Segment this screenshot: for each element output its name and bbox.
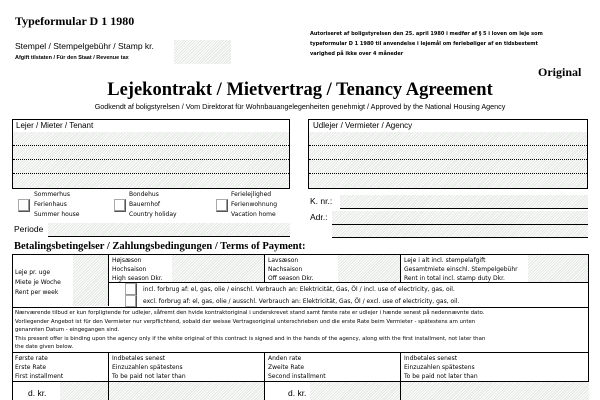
installment-text: Anden rate	[268, 355, 302, 362]
high-season-text: High season Dkr.	[112, 275, 163, 282]
tenant-label: Lejer / Mieter / Tenant	[16, 121, 94, 130]
knr-field[interactable]	[340, 195, 588, 209]
total-rent-text: Leje i alt incl. stempelafgift	[404, 257, 486, 264]
incl-utilities-label: incl. forbrug af: el, gas, olie / einschl. Verbrauch an: Elektricität, Gas, Öl / incl. use of electricity, gas, oil.	[143, 286, 455, 293]
rent-week-text: Rent per week	[15, 289, 59, 296]
agency-line-1[interactable]	[309, 132, 587, 146]
first-due-label	[112, 354, 186, 381]
adr-label: Adr.:	[310, 212, 328, 222]
adr-field-2[interactable]	[332, 225, 588, 238]
checkbox-country-holiday[interactable]	[114, 199, 126, 212]
agency-box	[308, 119, 588, 189]
tenant-line-2[interactable]	[13, 146, 289, 160]
first-installment-label	[15, 354, 63, 381]
divider	[108, 282, 589, 283]
terms-text	[15, 309, 585, 352]
stamp-label: Stempel / Stempelgebühr / Stamp kr.	[15, 41, 154, 51]
agency-line-3[interactable]	[309, 160, 587, 174]
second-amount-field[interactable]	[310, 382, 400, 400]
property-type-country-holiday	[129, 190, 177, 220]
divider	[400, 254, 401, 283]
installment-text: Zweite Rate	[268, 364, 305, 371]
installment-text: Erste Rate	[15, 364, 47, 371]
agency-label: Udlejer / Vermieter / Agency	[313, 121, 413, 130]
tenant-box	[12, 119, 290, 189]
period-label: Periode	[14, 224, 44, 234]
agency-line-2[interactable]	[309, 146, 587, 160]
terms-line: Nærværende tilbud er kun forpligtende for udlejer, såfremt den hvide kontraktoriginal i underskrevet stand samt første rate er udlejer i hænde senest på nedennævnte dato.	[15, 310, 485, 316]
authorization-line: typeformular D 1 1980 til anvendelse i lejemål om feriebøliger af en tidsbestemt	[310, 41, 538, 47]
low-season-field[interactable]	[338, 255, 400, 282]
page-title: Lejekontrakt / Mietvertrag / Tenancy Agreement	[107, 80, 493, 100]
divider	[264, 352, 265, 400]
low-season-text: Lavsæson	[268, 257, 299, 264]
property-type-summer-house	[34, 190, 79, 220]
first-amount-field[interactable]	[60, 382, 108, 400]
total-rent-field[interactable]	[528, 255, 588, 282]
property-type-label: Ferienwohnung	[231, 201, 278, 208]
property-type-label: Summer house	[34, 211, 80, 218]
first-due-date-field[interactable]	[109, 382, 264, 400]
authorization-text	[310, 32, 550, 57]
terms-line: genannten Datum - eingegangen sind.	[15, 327, 120, 333]
high-season-text: Højsæson	[112, 257, 142, 264]
rent-week-text: Leje pr. uge	[15, 269, 51, 276]
terms-line: the date given below.	[15, 344, 74, 350]
divider	[12, 352, 589, 353]
low-season-label	[268, 256, 314, 283]
property-type-label: Ferienhaus	[34, 201, 67, 208]
rent-week-text: Miete je Woche	[15, 279, 61, 286]
authorization-line: varighed på ikke over 4 måneder	[310, 51, 404, 57]
due-text: Einzuzahlen spätestens	[112, 364, 183, 371]
page-subtitle: Godkendt af boligstyrelsen / Vom Direktorat für Wohnbauangelegenheiten genehmigt / Approved by the National Housing Agency	[94, 102, 506, 111]
checkbox-summer-house[interactable]	[18, 199, 30, 212]
property-type-label: Sommerhus	[34, 191, 70, 198]
first-amount-label: d. kr.	[28, 388, 47, 398]
high-season-field[interactable]	[172, 255, 264, 282]
property-type-label: Ferielejlighed	[231, 191, 272, 198]
low-season-text: Off season Dkr.	[268, 275, 314, 282]
period-field[interactable]	[48, 223, 290, 237]
excl-utilities-label: excl. forbrug af: el, gas, olie / ausschl. Verbrauch an: Elektricität, Gas, Öl / excl. use of electricity, gas, oil.	[143, 298, 460, 305]
tenant-line-3[interactable]	[13, 160, 289, 174]
low-season-text: Nachsaison	[268, 266, 303, 273]
due-text: Indbetales senest	[404, 355, 458, 362]
terms-line: Vorliegender Angebot ist für den Vermieter nur verpflichtend, sobald der weisse Vertragsoriginal unterschrieben und die erste Rate beim Vermieter - spätestens am unten	[15, 318, 476, 325]
adr-field-1[interactable]	[332, 211, 588, 225]
due-text: To be paid not later than	[112, 373, 186, 380]
property-type-label: Bondehus	[129, 191, 159, 198]
second-installment-label	[268, 354, 326, 381]
second-due-label	[404, 354, 478, 381]
form-type-label: Typeformular D 1 1980	[15, 14, 135, 28]
total-rent-text: Rent in total incl. stamp duty Dkr.	[404, 275, 505, 282]
installment-text: First installment	[15, 373, 64, 380]
knr-label: K. nr.:	[310, 196, 333, 206]
second-due-date-field[interactable]	[401, 382, 589, 400]
tenant-line-1[interactable]	[13, 132, 289, 146]
property-type-label: Country holiday	[129, 211, 177, 218]
high-season-label	[112, 256, 163, 283]
due-text: Einzuzahlen spätestens	[404, 364, 475, 371]
total-rent-label	[404, 256, 518, 283]
property-type-label: Vacation home	[231, 211, 276, 218]
stamp-sub-label: Afgift tilstaten / Für den Staat / Revenue tax	[15, 55, 129, 61]
rent-week-label	[15, 268, 61, 298]
agency-line-4[interactable]	[309, 174, 587, 188]
payment-heading: Betalingsbetingelser / Zahlungsbedingungen / Terms of Payment:	[14, 241, 306, 252]
stamp-amount-field[interactable]	[174, 40, 231, 64]
tenant-line-4[interactable]	[13, 174, 289, 188]
property-type-label: Bauernhof	[129, 201, 161, 208]
rent-week-field[interactable]	[73, 255, 108, 306]
authorization-line: Autoriseret af boligstyrelsen den 25. april 1980 i medfør af § 5 i loven om leje som	[310, 31, 543, 37]
total-rent-text: Gesamtmiete einschl. Stempelgebühr	[404, 266, 518, 273]
installment-text: Second installment	[268, 373, 326, 380]
due-text: Indbetales senest	[112, 355, 166, 362]
original-label: Original	[538, 65, 582, 79]
divider	[264, 254, 265, 283]
property-type-vacation-home	[231, 190, 277, 220]
due-text: To be paid not later than	[404, 373, 478, 380]
checkbox-vacation-home[interactable]	[216, 199, 228, 212]
terms-line: This present offer is binding upon the agency only if the white original of this contract is signed and in the hands of the agency, along with the first installment, not later than	[15, 335, 486, 342]
second-amount-label: d. kr.	[288, 388, 307, 398]
installment-text: Første rate	[15, 355, 48, 362]
divider	[108, 254, 109, 306]
high-season-text: Hochsaison	[112, 266, 147, 273]
divider	[12, 307, 589, 308]
